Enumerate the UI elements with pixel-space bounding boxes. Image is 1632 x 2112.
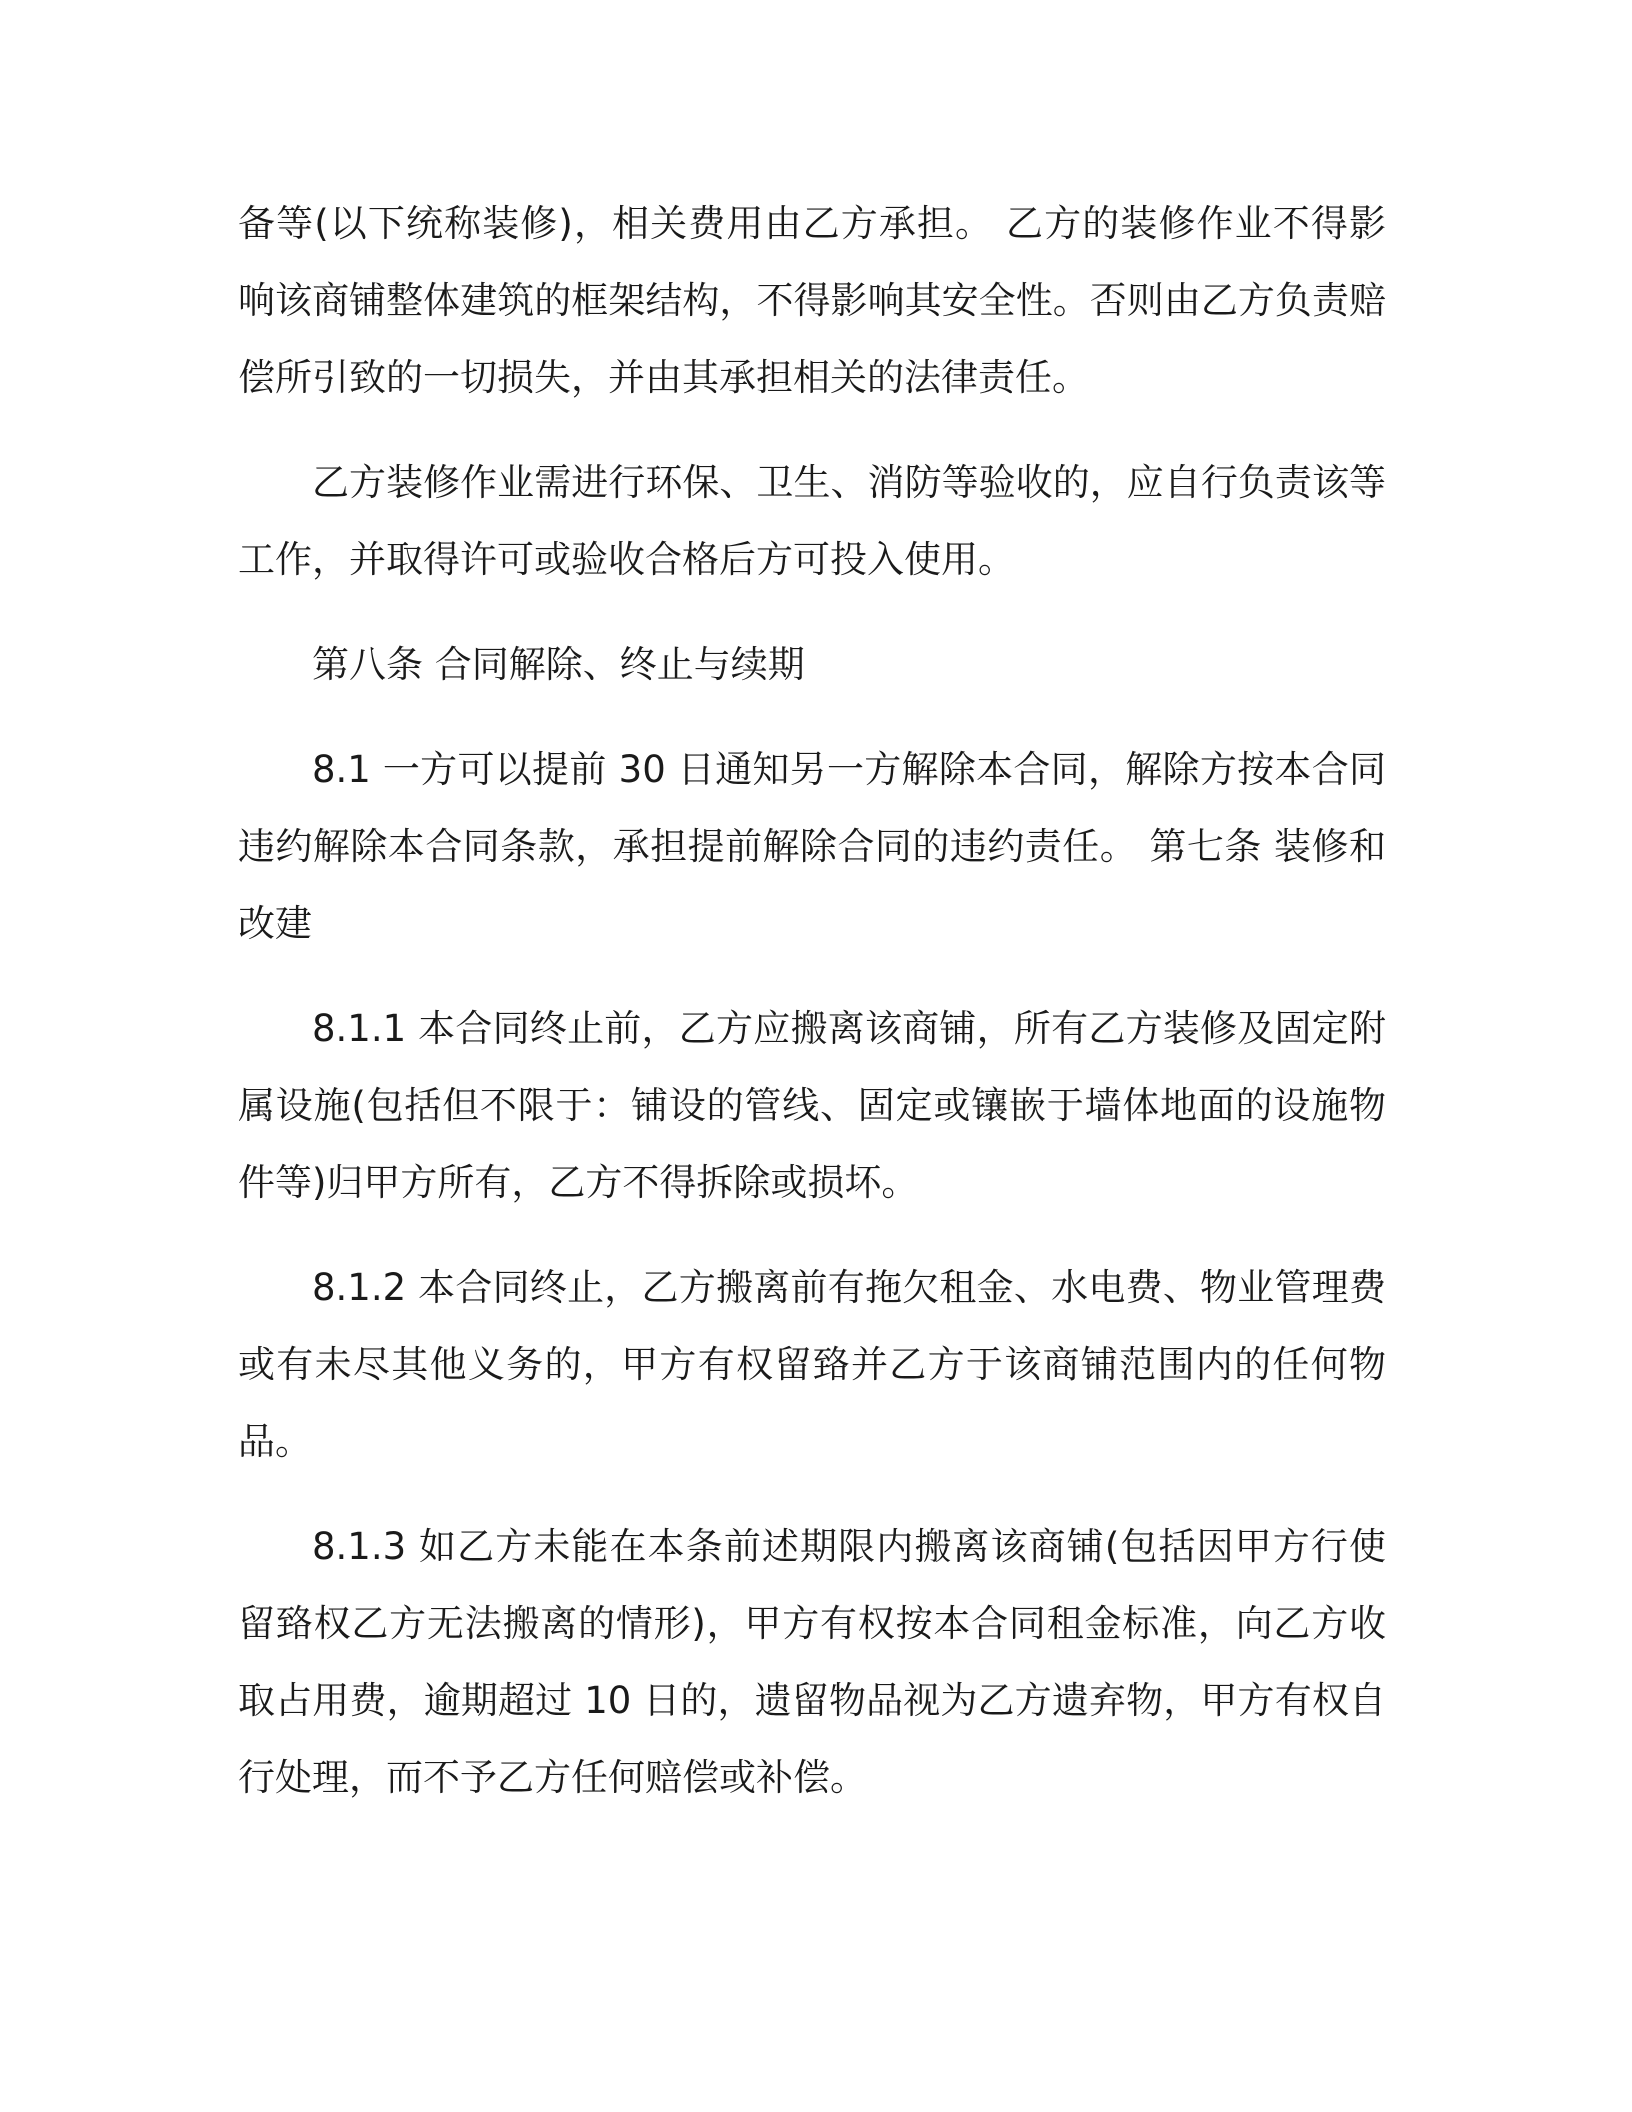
clause-8-1-2: 8.1.2 本合同终止，乙方搬离前有拖欠租金、水电费、物业管理费或有未尽其他义务的，甲方有权留臵并乙方于该商铺范围内的任何物品。 xyxy=(238,1266,1386,1463)
document-body xyxy=(238,185,1386,1844)
paragraph-decoration-cost: 备等(以下统称装修)，相关费用由乙方承担。 乙方的装修作业不得影响该商铺整体建筑的框架结构，不得影响其安全性。否则由乙方负责赔偿所引致的一切损失，并由其承担相关的法律责任。 xyxy=(238,202,1386,399)
clause-8-1: 8.1 一方可以提前 30 日通知另一方解除本合同，解除方按本合同违约解除本合同条款，承担提前解除合同的违约责任。 第七条 装修和改建 xyxy=(238,748,1386,945)
paragraph-inspection: 乙方装修作业需进行环保、卫生、消防等验收的，应自行负责该等工作，并取得许可或验收合格后方可投入使用。 xyxy=(238,461,1386,581)
clause-8-1-3: 8.1.3 如乙方未能在本条前述期限内搬离该商铺(包括因甲方行使留臵权乙方无法搬离的情形)，甲方有权按本合同租金标准，向乙方收取占用费，逾期超过 10 日的，遗留物品视为乙方遗弃物，甲方有权自行处理，而不予乙方任何赔偿或补偿。 xyxy=(238,1525,1386,1799)
clause-8-1-1: 8.1.1 本合同终止前，乙方应搬离该商铺，所有乙方装修及固定附属设施(包括但不限于：铺设的管线、固定或镶嵌于墙体地面的设施物件等)归甲方所有，乙方不得拆除或损坏。 xyxy=(238,1007,1386,1204)
section-heading-article-8: 第八条 合同解除、终止与续期 xyxy=(312,643,805,686)
